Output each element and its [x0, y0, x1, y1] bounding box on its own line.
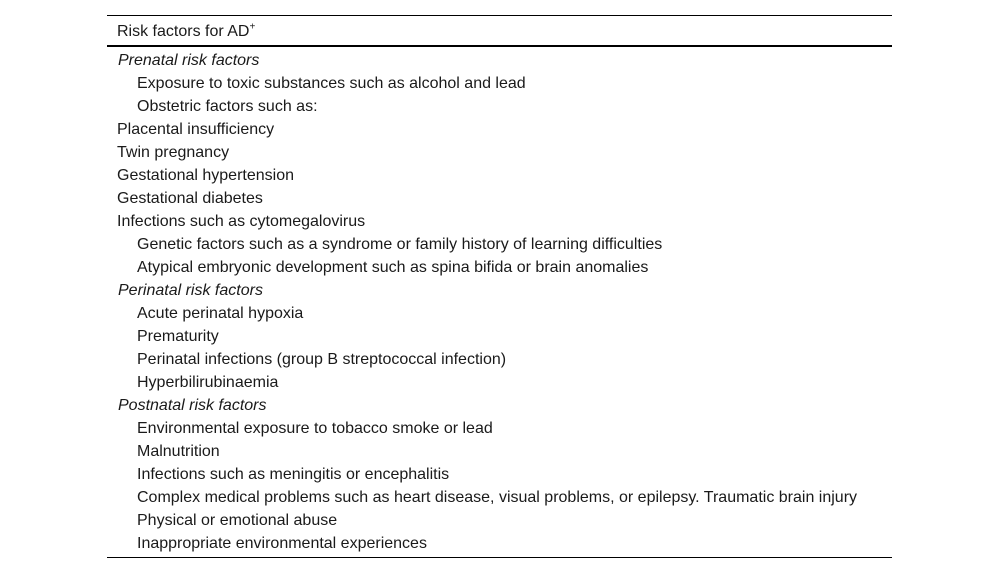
table-row: Complex medical problems such as heart disease, visual problems, or epilepsy. Traumatic brain injury	[137, 489, 858, 506]
section-heading: Perinatal risk factors	[118, 282, 263, 299]
table-row: Gestational diabetes	[117, 190, 263, 207]
table-header-label: Risk factors for AD	[117, 23, 250, 40]
table-row: Environmental exposure to tobacco smoke or lead	[137, 420, 493, 437]
table-row: Perinatal infections (group B streptococcal infection)	[137, 351, 507, 368]
table-row: Genetic factors such as a syndrome or family history of learning difficulties	[137, 236, 663, 253]
table-row: Malnutrition	[137, 443, 220, 460]
table-row: Infections such as cytomegalovirus	[117, 213, 366, 230]
risk-factors-table	[107, 15, 892, 558]
table-row: Inappropriate environmental experiences	[137, 535, 427, 552]
table-row: Hyperbilirubinaemia	[137, 374, 279, 391]
table-header	[107, 16, 892, 47]
table-row: Infections such as meningitis or encephalitis	[137, 466, 450, 483]
table-row: Obstetric factors such as:	[137, 98, 318, 115]
table-row: Atypical embryonic development such as spina bifida or brain anomalies	[137, 259, 649, 276]
table-row: Physical or emotional abuse	[137, 512, 338, 529]
table-row: Prematurity	[137, 328, 219, 345]
table-row: Placental insufficiency	[117, 121, 275, 138]
table-row: Twin pregnancy	[117, 144, 230, 161]
section-heading: Prenatal risk factors	[118, 52, 260, 69]
table-header-superscript: +	[249, 21, 256, 33]
table-row: Acute perinatal hypoxia	[137, 305, 304, 322]
table-row: Exposure to toxic substances such as alcohol and lead	[137, 75, 526, 92]
table-row: Gestational hypertension	[117, 167, 294, 184]
table-body	[107, 47, 892, 557]
section-heading: Postnatal risk factors	[118, 397, 267, 414]
